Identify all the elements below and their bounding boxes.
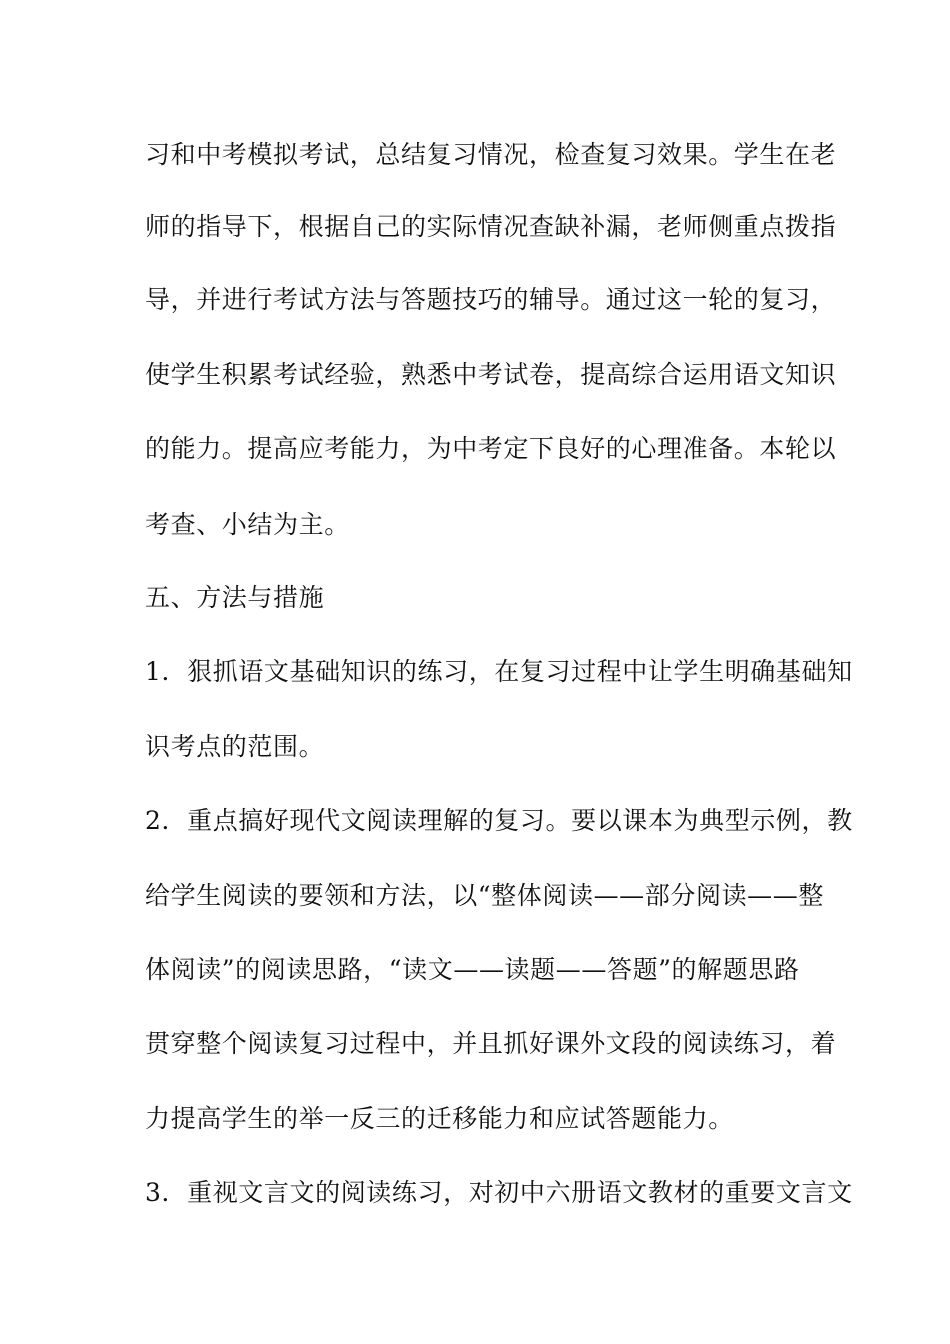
list-item: 2．重点搞好现代文阅读理解的复习。要以课本为典型示例，教: [145, 806, 853, 835]
list-item: 3．重视文言文的阅读练习，对初中六册语文教材的重要文言文: [145, 1178, 853, 1207]
text-line: 习和中考模拟考试，总结复习情况，检查复习效果。学生在老: [145, 140, 837, 169]
text-line: 体阅读”的阅读思路，“读文——读题——答题”的解题思路: [145, 955, 800, 984]
text-line: 师的指导下，根据自己的实际情况查缺补漏，老师侧重点拨指: [145, 212, 837, 241]
text-line: 使学生积累考试经验，熟悉中考试卷，提高综合运用语文知识: [145, 360, 837, 389]
text-line: 给学生阅读的要领和方法，以“整体阅读——部分阅读——整: [145, 881, 824, 910]
text-line: 贯穿整个阅读复习过程中，并且抓好课外文段的阅读练习，着: [145, 1029, 837, 1058]
section-heading: 五、方法与措施: [145, 583, 325, 612]
list-item: 1．狠抓语文基础知识的练习，在复习过程中让学生明确基础知: [145, 657, 853, 686]
text-line: 导，并进行考试方法与答题技巧的辅导。通过这一轮的复习，: [145, 285, 837, 314]
text-line: 的能力。提高应考能力，为中考定下良好的心理准备。本轮以: [145, 434, 837, 463]
text-line: 力提高学生的举一反三的迁移能力和应试答题能力。: [145, 1104, 734, 1133]
text-line: 考查、小结为主。: [145, 510, 350, 539]
text-line: 识考点的范围。: [145, 732, 325, 761]
